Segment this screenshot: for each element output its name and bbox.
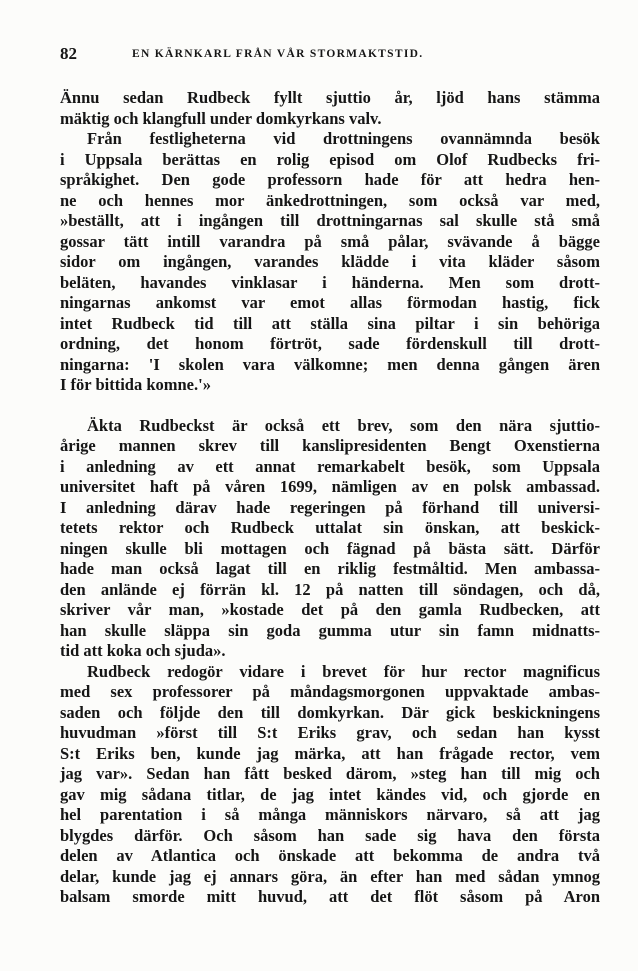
- text-line: Rudbeck redogör vidare i brevet för hur rector magnificus: [87, 661, 600, 681]
- text-line: hade man också lagat till en riklig festmåltid. Men ambassa-: [60, 559, 600, 578]
- text-line: delar, kunde jag ej annars göra, än efter han med sådan ymnog: [60, 866, 600, 886]
- text-line: i Uppsala berättas en rolig episod om Olof Rudbecks fri-: [60, 149, 600, 169]
- text-line: huvudman »först till S:t Eriks grav, och sedan han kysst: [60, 723, 600, 742]
- text-line: ningen skulle bli mottagen och fägnad på bästa sätt. Därför: [60, 538, 600, 558]
- page-number: 82: [60, 44, 77, 63]
- text-line: ne och hennes mor änkedrottningen, som också var med,: [60, 190, 600, 210]
- text-line: balsam smorde mitt huvud, att det flöt såsom på Aron: [60, 887, 600, 906]
- text-line: tid att koka och sjuda».: [60, 641, 226, 660]
- text-line: S:t Eriks ben, kunde jag märka, att han frågade rector, vem: [60, 743, 600, 763]
- text-line: delen av Atlantica och önskade att bekomma de andra två: [60, 846, 600, 865]
- paragraph: [60, 88, 600, 129]
- text-line: ningarna: 'I skolen vara välkomne; men denna gången ären: [60, 354, 600, 374]
- text-line: han skulle släppa sin goda gumma utur sin famn midnatts-: [60, 620, 600, 640]
- text-line: mäktig och klangfull under domkyrkans valv.: [60, 108, 382, 128]
- text-line: hel parentation i så många människors närvaro, så att jag: [60, 805, 600, 824]
- text-line: språkighet. Den gode professorn hade för att hedra hen-: [60, 170, 600, 189]
- paragraph: [60, 416, 600, 662]
- text-line: i anledning av ett annat remarkabelt besök, som Uppsala: [60, 456, 600, 476]
- text-line: I anledning därav hade regeringen på förhand till universi-: [60, 497, 600, 517]
- text-line: ningarnas ankomst var emot allas förmodan hastig, fick: [60, 293, 600, 312]
- text-line: skriver vår man, »kostade det på den gamla Rudbecken, att: [60, 600, 600, 619]
- text-line: årige mannen skrev till kanslipresidenten Bengt Oxenstierna: [60, 436, 600, 455]
- page-header: [60, 44, 600, 68]
- text-line: jag var». Sedan han fått besked därom, »steg han till mig och: [60, 764, 600, 783]
- text-line: beläten, havandes vinklasar i händerna. Men som drott-: [60, 272, 600, 292]
- text-line: I för bittida komne.'»: [60, 375, 211, 394]
- text-line: Ännu sedan Rudbeck fyllt sjuttio år, ljöd hans stämma: [60, 88, 600, 107]
- text-line: intet Rudbeck tid till att ställa sina piltar i sin behöriga: [60, 313, 600, 333]
- paragraph-gap: [60, 396, 600, 416]
- text-line: tetets rektor och Rudbeck uttalat sin önskan, att beskick-: [60, 518, 600, 537]
- text-line: sidor om ingången, varandes klädde i vita kläder såsom: [60, 252, 600, 271]
- text-line: gossar tätt intill varandra på små pålar, svävande å bägge: [60, 231, 600, 251]
- paragraph: [60, 129, 600, 396]
- text-line: ordning, det honom förtröt, sade fördenskull till drott-: [60, 334, 600, 353]
- text-line: »beställt, att i ingången till drottningarnas sal skulle stå små: [60, 211, 600, 230]
- body-text: [60, 88, 600, 908]
- running-head: EN KÄRNKARL FRÅN VÅR STORMAKTSTID.: [132, 48, 424, 60]
- text-line: den anlände ej förrän kl. 12 på natten till söndagen, och då,: [60, 579, 600, 599]
- text-line: gav mig sådana titlar, de jag intet kändes vid, och gjorde en: [60, 784, 600, 804]
- text-line: Från festligheterna vid drottningens ovannämnda besök: [87, 129, 600, 148]
- paragraph: [60, 662, 600, 908]
- text-line: saden och följde den till domkyrkan. Där gick beskickningens: [60, 702, 600, 722]
- text-line: universitet haft på våren 1699, nämligen av en polsk ambassad.: [60, 477, 600, 496]
- text-line: Äkta Rudbeckst är också ett brev, som den nära sjuttio-: [87, 415, 600, 435]
- text-line: blygdes därför. Och såsom han sade sig hava den första: [60, 825, 600, 845]
- text-line: med sex professorer på måndagsmorgonen uppvaktade ambas-: [60, 682, 600, 701]
